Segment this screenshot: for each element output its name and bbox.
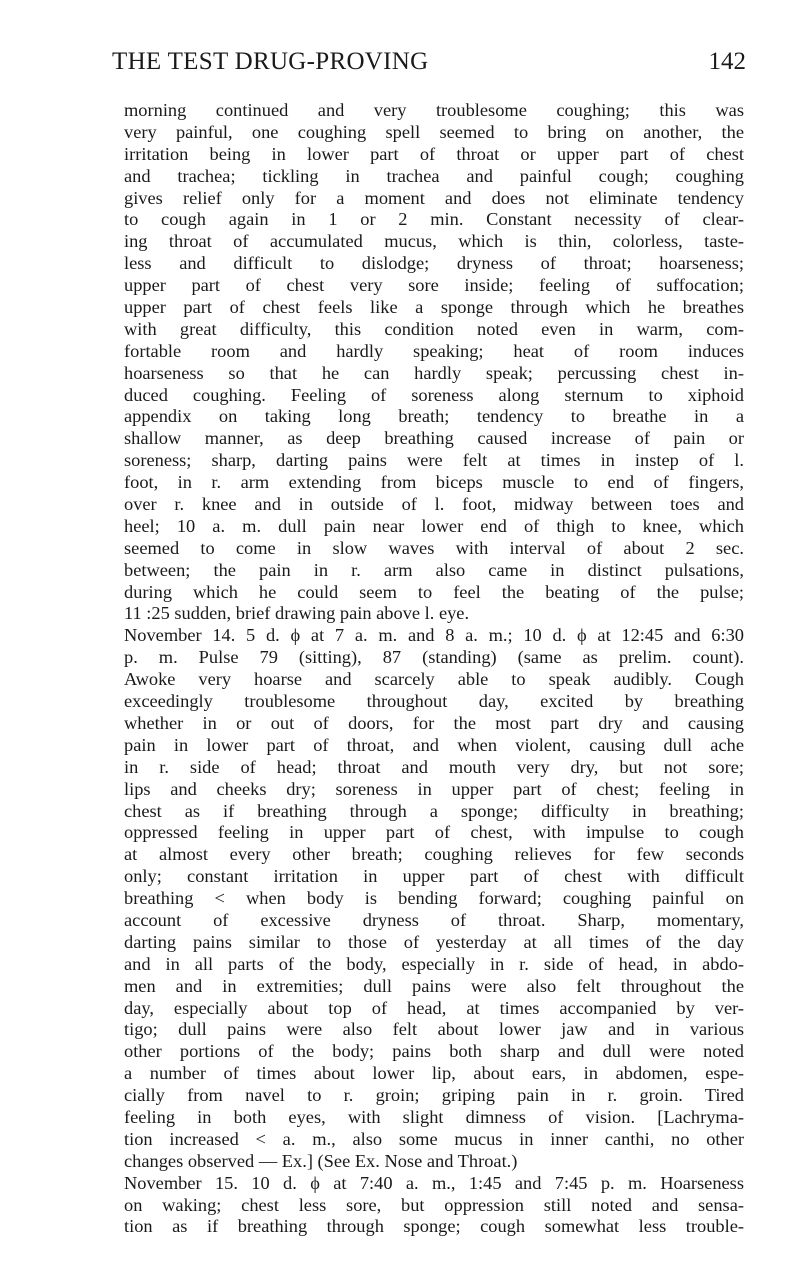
text-line: to cough again in 1 or 2 min. Constant necessity of clear-: [124, 209, 744, 230]
text-line: upper part of chest very sore inside; feeling of suffocation;: [124, 275, 744, 296]
text-line: November 15. 10 d. ϕ at 7:40 a. m., 1:45 and 7:45 p. m. Hoarseness: [124, 1172, 744, 1193]
text-line: soreness; sharp, darting pains were felt at times in instep of l.: [124, 450, 744, 471]
page-number: 142: [708, 48, 746, 75]
text-line: over r. knee and in outside of l. foot, midway between toes and: [124, 494, 744, 515]
text-line: fortable room and hardly speaking; heat of room induces: [124, 340, 744, 361]
text-line: morning continued and very troublesome coughing; this was: [124, 100, 744, 120]
text-line: exceedingly troublesome throughout day, excited by breathing: [124, 691, 744, 712]
text-line: on waking; chest less sore, but oppression still noted and sensa-: [124, 1194, 744, 1215]
text-line: November 14. 5 d. ϕ at 7 a. m. and 8 a. m.; 10 d. ϕ at 12:45 and 6:30: [124, 625, 744, 646]
text-line: men and in extremities; dull pains were also felt throughout the: [124, 975, 744, 996]
text-line: irritation being in lower part of throat or upper part of chest: [124, 143, 744, 164]
text-line: hoarseness so that he can hardly speak; percussing chest in-: [124, 362, 744, 383]
text-line: lips and cheeks dry; soreness in upper part of chest; feeling in: [124, 778, 744, 799]
text-line: other portions of the body; pains both sharp and dull were noted: [124, 1041, 744, 1062]
running-header: [72, 48, 762, 84]
text-line: during which he could seem to feel the beating of the pulse;: [124, 581, 744, 602]
text-line: whether in or out of doors, for the most part dry and causing: [124, 712, 744, 733]
text-line: only; constant irritation in upper part of chest with difficult: [124, 866, 744, 887]
text-line: less and difficult to dislodge; dryness of throat; hoarseness;: [124, 253, 744, 274]
text-line: chest as if breathing through a sponge; difficulty in breathing;: [124, 800, 744, 821]
text-line: heel; 10 a. m. dull pain near lower end of thigh to knee, which: [124, 515, 744, 536]
text-line: gives relief only for a moment and does not eliminate tendency: [124, 187, 744, 208]
text-line: oppressed feeling in upper part of chest, with impulse to cough: [124, 822, 744, 843]
text-line: account of excessive dryness of throat. Sharp, momentary,: [124, 909, 744, 930]
text-line: appendix on taking long breath; tendency to breathe in a: [124, 406, 744, 427]
text-line: a number of times about lower lip, about ears, in abdomen, espe-: [124, 1063, 744, 1084]
text-line: ing throat of accumulated mucus, which is thin, colorless, taste-: [124, 231, 744, 252]
text-line: darting pains similar to those of yesterday at all times of the day: [124, 931, 744, 952]
text-line: foot, in r. arm extending from biceps muscle to end of fingers,: [124, 472, 744, 493]
text-line: at almost every other breath; coughing relieves for few seconds: [124, 844, 744, 865]
text-line: in r. side of head; throat and mouth very dry, but not sore;: [124, 756, 744, 777]
text-line: changes observed — Ex.] (See Ex. Nose and Throat.): [124, 1150, 518, 1171]
text-line: Awoke very hoarse and scarcely able to speak audibly. Cough: [124, 669, 744, 690]
text-line: feeling in both eyes, with slight dimness of vision. [Lachryma-: [124, 1106, 744, 1127]
running-title: THE TEST DRUG-PROVING: [112, 48, 429, 75]
text-line: upper part of chest feels like a sponge through which he breathes: [124, 297, 744, 318]
text-line: pain in lower part of throat, and when violent, causing dull ache: [124, 734, 744, 755]
text-line: duced coughing. Feeling of soreness along sternum to xiphoid: [124, 384, 744, 405]
text-line: 11 :25 sudden, brief drawing pain above l. eye.: [124, 603, 470, 624]
text-line: tion as if breathing through sponge; cough somewhat less trouble-: [124, 1216, 744, 1237]
text-line: tion increased < a. m., also some mucus in inner canthi, no other: [124, 1128, 744, 1149]
text-line: cially from navel to r. groin; griping pain in r. groin. Tired: [124, 1085, 744, 1106]
text-line: and in all parts of the body, especially in r. side of head, in abdo-: [124, 953, 744, 974]
text-line: tigo; dull pains were also felt about lower jaw and in various: [124, 1019, 744, 1040]
text-line: day, especially about top of head, at times accompanied by ver-: [124, 997, 744, 1018]
text-line: with great difficulty, this condition noted even in warm, com-: [124, 318, 744, 339]
text-line: shallow manner, as deep breathing caused increase of pain or: [124, 428, 744, 449]
text-line: between; the pain in r. arm also came in distinct pulsations,: [124, 559, 744, 580]
body-text: [124, 100, 744, 1238]
text-line: very painful, one coughing spell seemed to bring on another, the: [124, 121, 744, 142]
text-line: breathing < when body is bending forward; coughing painful on: [124, 888, 744, 909]
text-line: p. m. Pulse 79 (sitting), 87 (standing) (same as prelim. count).: [124, 647, 744, 668]
text-line: and trachea; tickling in trachea and painful cough; coughing: [124, 165, 744, 186]
text-line: seemed to come in slow waves with interval of about 2 sec.: [124, 537, 744, 558]
